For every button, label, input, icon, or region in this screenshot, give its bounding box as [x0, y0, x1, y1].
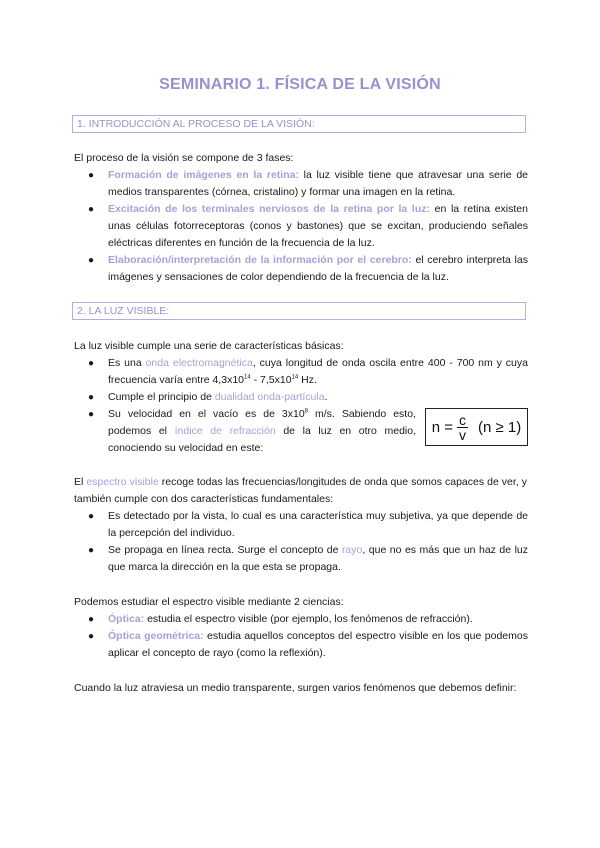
exponent: 8 [304, 408, 309, 415]
item-text: la luz visible tiene que atravesar una serie de medios transparentes (córnea, cristalino) y formar una imagen en la retina. [108, 169, 528, 198]
bullet-icon: ● [88, 545, 95, 556]
list-item [88, 628, 528, 662]
bullet-icon: ● [88, 392, 95, 403]
term: índice de refracción [174, 425, 276, 437]
item-text: en la retina existen unas células fotorreceptoras (conos y bastones) que se excitan, produciendo señales eléctricas diferentes en función de la frecuencia de la luz. [108, 203, 528, 249]
study-paragraph: Podemos estudiar el espectro visible mediante 2 ciencias: [74, 596, 344, 608]
bullet-icon: ● [88, 255, 95, 266]
term: Formación de imágenes en la retina: [108, 169, 299, 181]
formula-fraction [457, 413, 468, 442]
list-item [88, 508, 528, 542]
bullet-icon: ● [88, 511, 95, 522]
list-item [88, 542, 528, 576]
item-text: , cuya longitud de onda oscila entre 400 - 700 nm y cuya frecuencia varía entre 4,3x10 [108, 357, 528, 386]
exponent: 14 [244, 374, 251, 381]
list-item [88, 167, 528, 201]
section-heading-intro: 1. INTRODUCCIÓN AL PROCESO DE LA VISIÓN: [72, 115, 526, 133]
list-item [88, 252, 528, 286]
term: Óptica geométrica: [108, 630, 204, 642]
light-intro-paragraph: La luz visible cumple una serie de características básicas: [74, 340, 344, 352]
item-text: , que no es más que un haz de luz que marca la dirección en la que esta se propaga. [108, 544, 529, 573]
term: Elaboración/interpretación de la información por el cerebro: [108, 254, 412, 266]
item-text: estudia aquellos conceptos del espectro visible en los que podemos aplicar el concepto de rayo (como la reflexión). [108, 630, 528, 659]
term: rayo [341, 544, 363, 556]
list-item [88, 201, 528, 252]
exponent: 14 [291, 374, 299, 381]
list-item [88, 355, 528, 389]
item-text: m/s. Sabiendo esto, podemos el [108, 408, 416, 437]
term: Óptica: [108, 613, 145, 625]
bullet-icon: ● [88, 614, 95, 625]
item-text: - 7,5x10 [250, 374, 292, 386]
paragraph-text: El [74, 476, 87, 488]
item-text: Es una [108, 357, 146, 369]
list-item [88, 389, 528, 406]
bullet-icon: ● [88, 409, 95, 420]
bullet-icon: ● [88, 631, 95, 642]
item-text: Hz. [298, 374, 317, 386]
intro-paragraph: El proceso de la visión se compone de 3 fases: [74, 152, 294, 164]
refraction-index-formula [425, 408, 528, 446]
formula-condition: (n ≥ 1) [478, 418, 522, 436]
formula-denominator: v [459, 426, 467, 443]
formula-lhs: n = [431, 418, 454, 436]
term: dualidad onda-partícula [214, 391, 325, 403]
item-text: . [324, 391, 328, 403]
closing-paragraph: Cuando la luz atraviesa un medio transparente, surgen varios fenómenos que debemos definir: [74, 682, 517, 694]
list-item [88, 406, 416, 457]
bullet-icon: ● [88, 358, 95, 369]
bullet-icon: ● [88, 170, 95, 181]
page-title: SEMINARIO 1. FÍSICA DE LA VISIÓN [159, 76, 441, 93]
section-heading-light: 2. LA LUZ VISIBLE: [72, 302, 526, 320]
term: onda electromagnética [145, 357, 253, 369]
term: espectro visible [86, 476, 159, 488]
item-text: Su velocidad en el vacío es de 3x10 [108, 408, 305, 420]
formula-numerator: c [459, 411, 467, 428]
paragraph-text: recoge todas las frecuencias/longitudes de onda que somos capaces de ver, y también cumple con dos características fundamentales: [74, 476, 527, 505]
item-text: Es detectado por la vista, lo cual es una característica muy subjetiva, ya que depende de la percepción del individuo. [108, 510, 528, 539]
item-text: Cumple el principio de [108, 391, 215, 403]
list-item [88, 611, 528, 628]
term: Excitación de los terminales nerviosos de la retina por la luz: [108, 203, 430, 215]
item-text: estudia el espectro visible (por ejemplo, los fenómenos de refracción). [144, 613, 473, 625]
item-text: Se propaga en línea recta. Surge el concepto de [108, 544, 342, 556]
bullet-icon: ● [88, 204, 95, 215]
item-text: el cerebro interpreta las imágenes y sensaciones de color dependiendo de la frecuencia de la luz. [108, 254, 528, 283]
spectrum-paragraph [74, 474, 527, 508]
item-text: de la luz en otro medio, conociendo su velocidad en este: [108, 425, 416, 454]
